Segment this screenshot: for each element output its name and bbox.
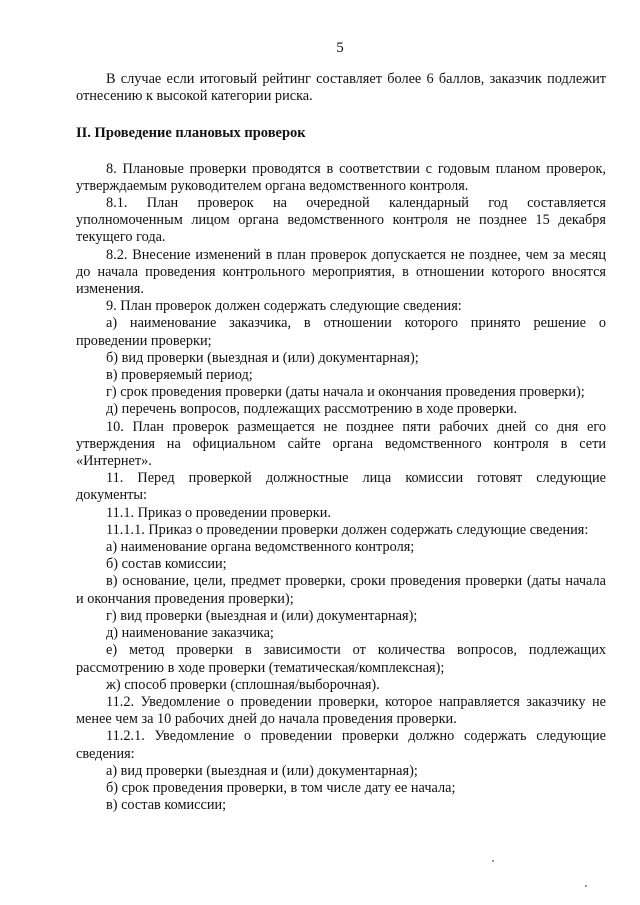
paragraph: а) наименование заказчика, в отношении которого принято решение о проведении проверки; — [76, 315, 606, 349]
scan-speck — [585, 885, 587, 887]
page-number: 5 — [336, 40, 344, 56]
paragraph: г) вид проверки (выездная и (или) документарная); — [106, 607, 418, 624]
paragraph: е) метод проверки в зависимости от количества вопросов, подлежащих рассмотрению в ходе проверки (тематическая/комплексная); — [76, 642, 606, 676]
paragraph: 11. Перед проверкой должностные лица комиссии готовят следующие документы: — [76, 470, 606, 504]
paragraph: 8. Плановые проверки проводятся в соответствии с годовым планом проверок, утверждаемым руководителем органа ведомственного контроля. — [76, 160, 606, 194]
scan-speck — [492, 860, 494, 862]
document-body — [76, 71, 606, 814]
paragraph: 10. План проверок размещается не позднее пяти рабочих дней со дня его утверждения на официальном сайте органа ведомственного контроля в сети «Интернет». — [76, 418, 606, 470]
paragraph: в) основание, цели, предмет проверки, сроки проведения проверки (даты начала и окончания проведения проверки); — [76, 573, 606, 607]
paragraph: 11.2.1. Уведомление о проведении проверки должно содержать следующие сведения: — [76, 728, 606, 762]
paragraph: б) состав комиссии; — [106, 556, 227, 573]
paragraph: д) перечень вопросов, подлежащих рассмотрению в ходе проверки. — [106, 401, 518, 418]
paragraph: 8.1. План проверок на очередной календарный год составляется уполномоченным лицом органа ведомственного контроля не позднее 15 декабря текущего года. — [76, 195, 606, 246]
paragraph: б) вид проверки (выездная и (или) документарная); — [106, 349, 419, 366]
intro-paragraph: В случае если итоговый рейтинг составляет более 6 баллов, заказчик подлежит отнесению к высокой категории риска. — [76, 71, 606, 105]
paragraph: 9. План проверок должен содержать следующие сведения: — [106, 298, 462, 315]
paragraph: 11.1. Приказ о проведении проверки. — [106, 504, 331, 521]
paragraph: б) срок проведения проверки, в том числе дату ее начала; — [106, 779, 456, 796]
paragraph: д) наименование заказчика; — [106, 625, 274, 642]
paragraph: в) состав комиссии; — [106, 797, 227, 814]
paragraph: 11.2. Уведомление о проведении проверки, которое направляется заказчику не менее чем за 10 рабочих дней до начала проведения проверки. — [76, 693, 606, 728]
paragraph: ж) способ проверки (сплошная/выборочная). — [106, 676, 380, 693]
paragraph: в) проверяемый период; — [106, 367, 253, 384]
paragraph: а) вид проверки (выездная и (или) документарная); — [106, 762, 418, 779]
paragraph: г) срок проведения проверки (даты начала и окончания проведения проверки); — [106, 384, 585, 401]
paragraph: а) наименование органа ведомственного контроля; — [106, 539, 415, 556]
paragraph: 8.2. Внесение изменений в план проверок допускается не позднее, чем за месяц до начала проведения контрольного мероприятия, в отношении которого вносятся изменения. — [76, 246, 606, 298]
section-title: II. Проведение плановых проверок — [76, 125, 306, 142]
paragraph: 11.1.1. Приказ о проведении проверки должен содержать следующие сведения: — [106, 521, 589, 538]
